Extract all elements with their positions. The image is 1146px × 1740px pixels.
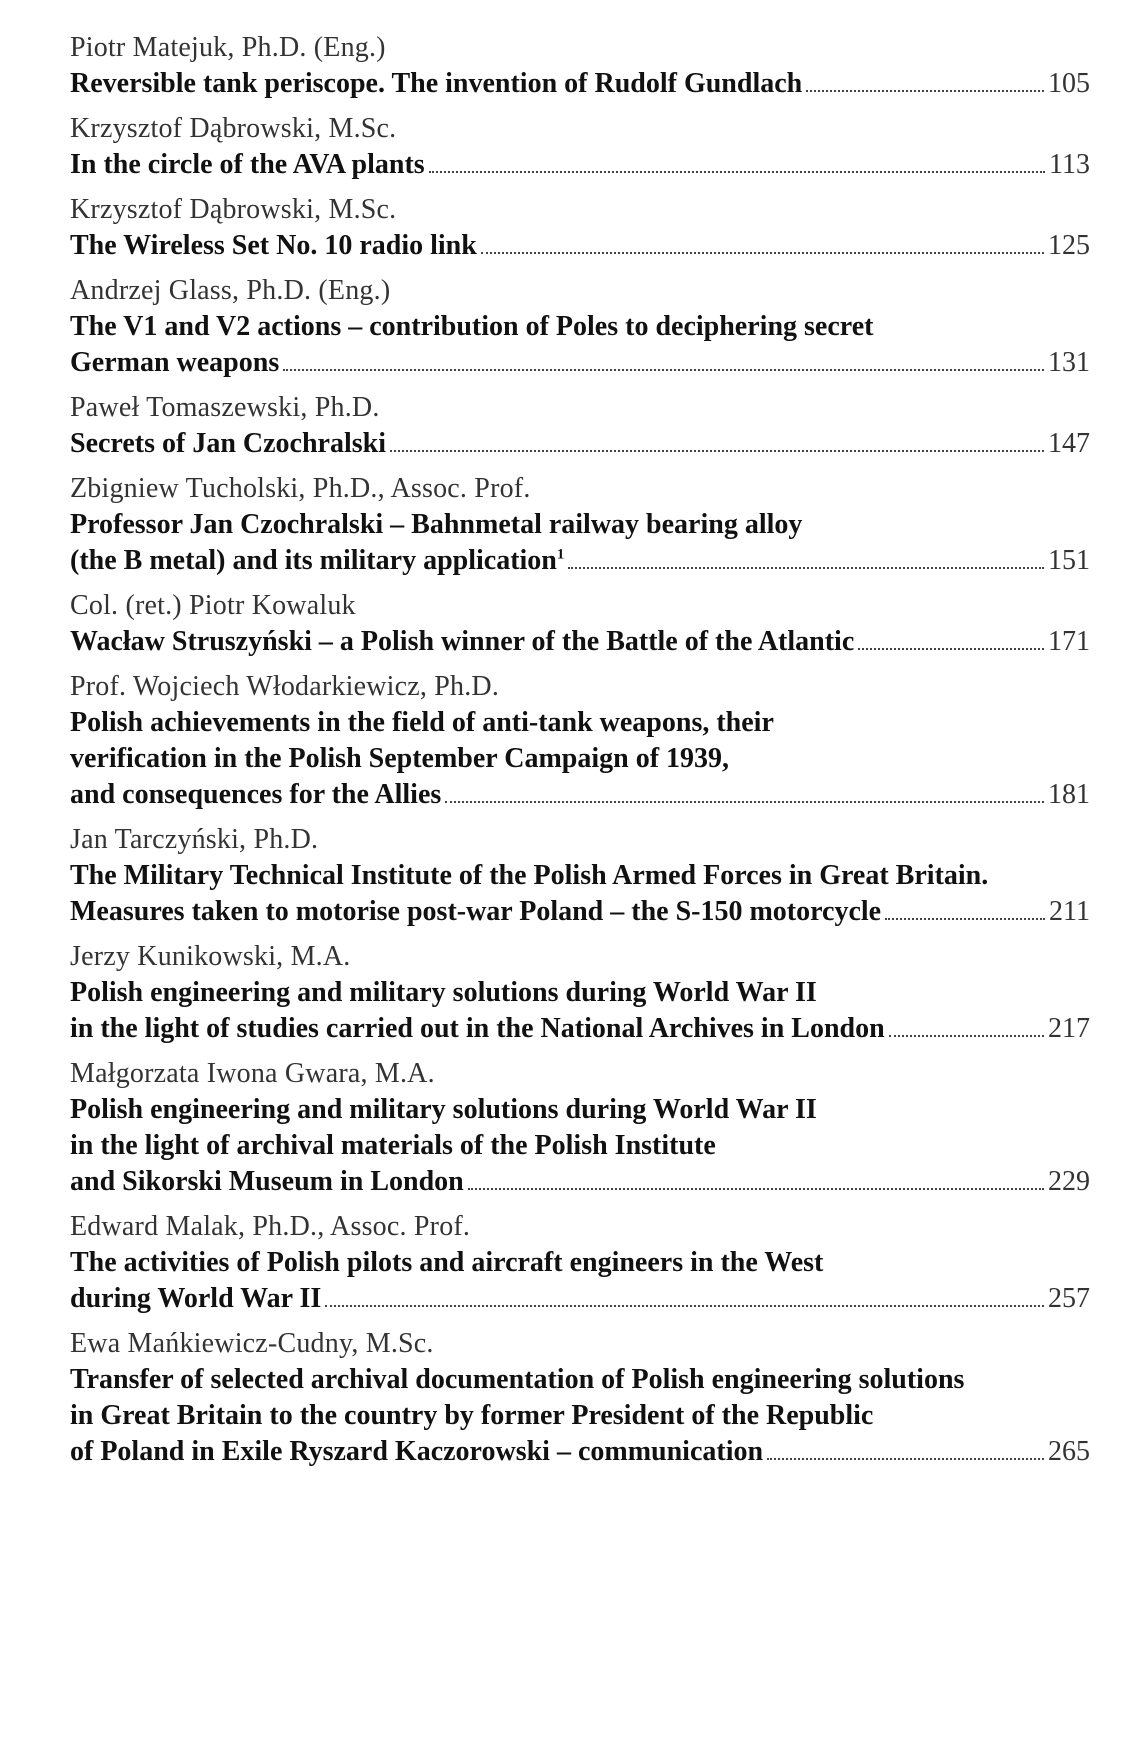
entry-title-last-line-text: and Sikorski Museum in London — [70, 1166, 464, 1197]
dot-leader — [468, 1187, 1044, 1190]
entry-title-text — [70, 426, 386, 462]
entry-title-last-line — [70, 543, 1090, 579]
dot-leader — [325, 1304, 1044, 1307]
entry-title-last-line-text: The Wireless Set No. 10 radio link — [70, 230, 477, 261]
entry-title-last-line — [70, 1281, 1090, 1317]
entry-title-last-line-text: In the circle of the AVA plants — [70, 149, 425, 180]
entry-title — [70, 426, 1090, 462]
entry-title — [70, 858, 1090, 930]
entry-title-last-line-text: (the B metal) and its military application — [70, 545, 557, 576]
entry-title-last-line — [70, 426, 1090, 462]
entry-title-text — [70, 228, 477, 264]
entry-title-last-line — [70, 624, 1090, 660]
toc-entry — [70, 588, 1090, 660]
page-number: 217 — [1048, 1013, 1090, 1044]
entry-title — [70, 147, 1090, 183]
entry-title-text — [70, 1434, 763, 1470]
entry-author: Małgorzata Iwona Gwara, M.A. — [70, 1058, 435, 1089]
toc-entry — [70, 111, 1090, 183]
entry-author: Andrzej Glass, Ph.D. (Eng.) — [70, 275, 391, 306]
entry-title-text — [70, 1281, 321, 1317]
entry-title-last-line — [70, 1434, 1090, 1470]
page-number: 211 — [1049, 896, 1090, 927]
entry-title-text — [70, 1011, 885, 1047]
entry-title-last-line — [70, 777, 1090, 813]
dot-leader — [858, 647, 1044, 650]
page-number: 181 — [1048, 779, 1090, 810]
entry-title-last-line — [70, 66, 1090, 102]
toc-entry — [70, 1326, 1090, 1470]
entry-title — [70, 705, 1090, 813]
entry-title — [70, 624, 1090, 660]
toc-entry — [70, 192, 1090, 264]
page-number: 151 — [1048, 545, 1090, 576]
entry-title-line: The V1 and V2 actions – contribution of Poles to deciphering secret — [70, 311, 874, 342]
page-number: 125 — [1048, 230, 1090, 261]
dot-leader — [568, 566, 1044, 569]
toc-entry — [70, 669, 1090, 813]
table-of-contents — [70, 30, 1090, 1479]
toc-entry — [70, 390, 1090, 462]
entry-title-last-line-text: German weapons — [70, 347, 280, 378]
dot-leader — [806, 89, 1044, 92]
entry-title-last-line — [70, 228, 1090, 264]
entry-title-line: Polish engineering and military solutions during World War II — [70, 1094, 817, 1125]
entry-title-line: Transfer of selected archival documentation of Polish engineering solutions — [70, 1364, 965, 1395]
entry-title-last-line — [70, 894, 1090, 930]
entry-title-last-line-text: Secrets of Jan Czochralski — [70, 428, 386, 459]
dot-leader — [445, 800, 1044, 803]
entry-title-last-line-text: Reversible tank periscope. The invention of Rudolf Gundlach — [70, 68, 803, 99]
entry-title — [70, 309, 1090, 381]
entry-title-line: The activities of Polish pilots and aircraft engineers in the West — [70, 1247, 824, 1278]
page-number: 105 — [1048, 68, 1090, 99]
entry-title-line: Professor Jan Czochralski – Bahnmetal railway bearing alloy — [70, 509, 803, 540]
dot-leader — [481, 251, 1044, 254]
dot-leader — [283, 368, 1044, 371]
toc-entry — [70, 822, 1090, 930]
dot-leader — [889, 1034, 1044, 1037]
entry-author: Paweł Tomaszewski, Ph.D. — [70, 392, 380, 423]
dot-leader — [767, 1457, 1044, 1460]
toc-entry — [70, 1056, 1090, 1200]
entry-title-last-line-text: Wacław Struszyński – a Polish winner of the Battle of the Atlantic — [70, 626, 855, 657]
entry-author: Jan Tarczyński, Ph.D. — [70, 824, 319, 855]
entry-author: Krzysztof Dąbrowski, M.Sc. — [70, 194, 397, 225]
toc-entry — [70, 30, 1090, 102]
entry-author: Col. (ret.) Piotr Kowaluk — [70, 590, 356, 621]
entry-title — [70, 66, 1090, 102]
entry-author: Krzysztof Dąbrowski, M.Sc. — [70, 113, 397, 144]
entry-title-last-line-text: during World War II — [70, 1283, 322, 1314]
entry-title — [70, 507, 1090, 579]
entry-author: Ewa Mańkiewicz-Cudny, M.Sc. — [70, 1328, 434, 1359]
toc-entry — [70, 939, 1090, 1047]
entry-title-text — [70, 66, 802, 102]
entry-author: Piotr Matejuk, Ph.D. (Eng.) — [70, 32, 386, 63]
footnote-marker: 1 — [556, 546, 565, 563]
page-number: 171 — [1048, 626, 1090, 657]
toc-entry — [70, 273, 1090, 381]
entry-title-last-line — [70, 147, 1090, 183]
entry-title-last-line — [70, 345, 1090, 381]
page-number: 147 — [1048, 428, 1090, 459]
dot-leader — [390, 449, 1044, 452]
entry-title-text — [70, 894, 881, 930]
dot-leader — [429, 170, 1045, 173]
page-number: 265 — [1048, 1436, 1090, 1467]
entry-author: Edward Malak, Ph.D., Assoc. Prof. — [70, 1211, 471, 1242]
entry-title-last-line-text: and consequences for the Allies — [70, 779, 442, 810]
entry-title-text — [70, 777, 441, 813]
entry-title-last-line-text: of Poland in Exile Ryszard Kaczorowski – communication — [70, 1436, 764, 1467]
entry-title-last-line-text: in the light of studies carried out in the National Archives in London — [70, 1013, 885, 1044]
entry-title-line: verification in the Polish September Campaign of 1939, — [70, 743, 730, 774]
entry-author: Prof. Wojciech Włodarkiewicz, Ph.D. — [70, 671, 500, 702]
entry-title-line: in Great Britain to the country by former President of the Republic — [70, 1400, 874, 1431]
entry-author: Jerzy Kunikowski, M.A. — [70, 941, 351, 972]
entry-title — [70, 975, 1090, 1047]
entry-title-line: The Military Technical Institute of the Polish Armed Forces in Great Britain. — [70, 860, 989, 891]
entry-title-line: in the light of archival materials of the Polish Institute — [70, 1130, 716, 1161]
entry-title-text — [70, 1164, 464, 1200]
page-number: 257 — [1048, 1283, 1090, 1314]
entry-title-text — [70, 345, 279, 381]
entry-author: Zbigniew Tucholski, Ph.D., Assoc. Prof. — [70, 473, 531, 504]
page-number: 113 — [1049, 149, 1090, 180]
page-number: 131 — [1048, 347, 1090, 378]
entry-title-last-line-text: Measures taken to motorise post-war Poland – the S-150 motorcycle — [70, 896, 882, 927]
entry-title — [70, 1245, 1090, 1317]
entry-title — [70, 1092, 1090, 1200]
entry-title-line: Polish achievements in the field of anti-tank weapons, their — [70, 707, 774, 738]
entry-title-last-line — [70, 1011, 1090, 1047]
entry-title-text — [70, 624, 854, 660]
entry-title-line: Polish engineering and military solutions during World War II — [70, 977, 817, 1008]
dot-leader — [885, 917, 1045, 920]
entry-title — [70, 1362, 1090, 1470]
toc-entry — [70, 1209, 1090, 1317]
entry-title-last-line — [70, 1164, 1090, 1200]
toc-entry — [70, 471, 1090, 579]
entry-title-text — [70, 147, 425, 183]
page-number: 229 — [1048, 1166, 1090, 1197]
entry-title-text — [70, 543, 564, 579]
entry-title — [70, 228, 1090, 264]
